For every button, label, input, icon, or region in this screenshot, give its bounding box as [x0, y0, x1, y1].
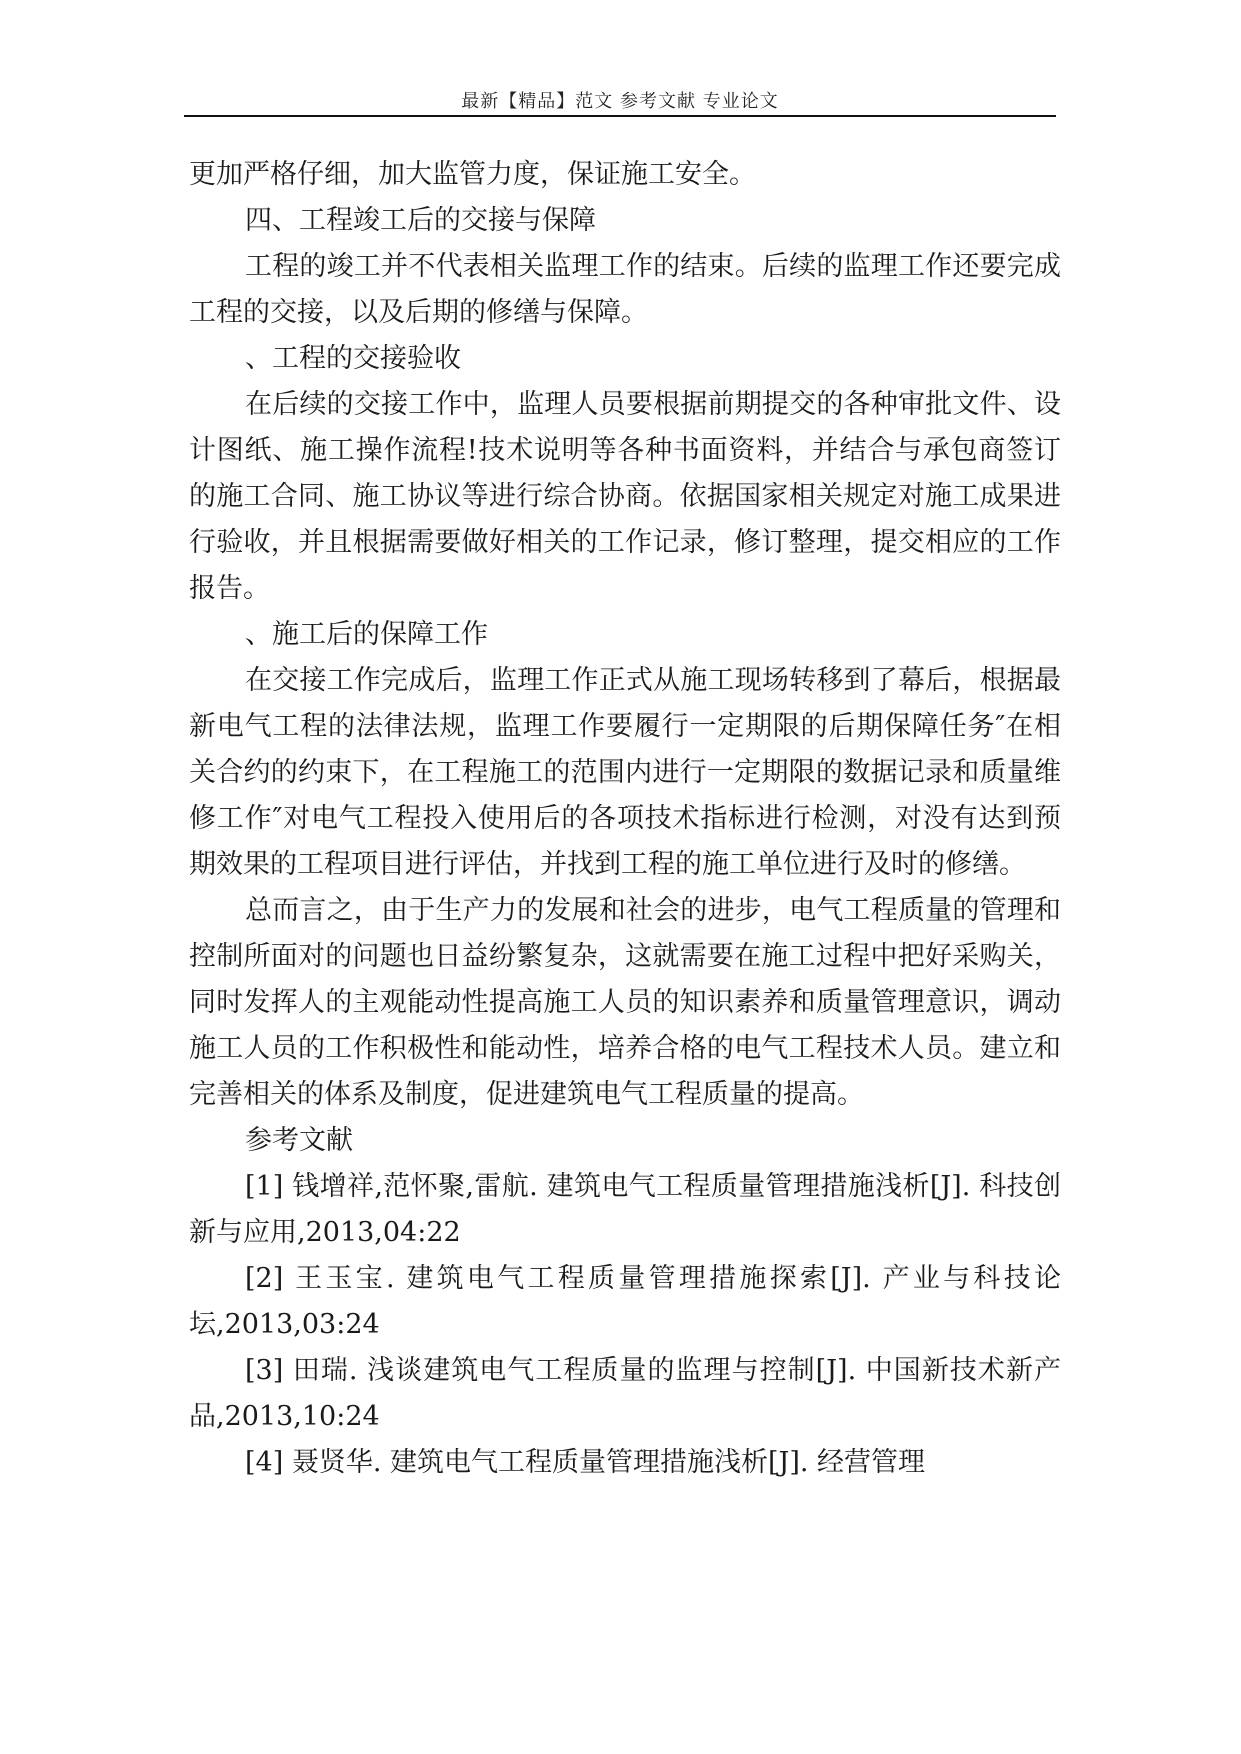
paragraph-acceptance: 在后续的交接工作中，监理人员要根据前期提交的各种审批文件、设计图纸、施工操作流程!技术说明等各种书面资料，并结合与承包商签订的施工合同、施工协议等进行综合协商。依据国家相关规定对施工成果进行验收，并且根据需要做好相关的工作记录，修订整理，提交相应的工作报告。 [189, 389, 1061, 604]
header-divider [184, 115, 1056, 117]
paragraph-handover-intro: 工程的竣工并不代表相关监理工作的结束。后续的监理工作还要完成工程的交接，以及后期的修缮与保障。 [189, 251, 1061, 328]
document-body [189, 152, 1061, 1486]
reference-item: [1] 钱增祥,范怀聚,雷航. 建筑电气工程质量管理措施浅析[J]. 科技创新与应用,2013,04:22 [189, 1171, 1061, 1248]
page-header: 最新【精品】范文 参考文献 专业论文 [461, 91, 779, 112]
subsection-heading-guarantee: 、施工后的保障工作 [245, 619, 488, 650]
paragraph-conclusion: 总而言之，由于生产力的发展和社会的进步，电气工程质量的管理和控制所面对的问题也日益纷繁复杂，这就需要在施工过程中把好采购关，同时发挥人的主观能动性提高施工人员的知识素养和质量管理意识，调动施工人员的工作积极性和能动性，培养合格的电气工程技术人员。建立和完善相关的体系及制度，促进建筑电气工程质量的提高。 [189, 895, 1061, 1110]
references-heading: 参考文献 [245, 1125, 353, 1156]
section-heading-handover: 四、工程竣工后的交接与保障 [245, 205, 596, 236]
subsection-heading-acceptance: 、工程的交接验收 [245, 343, 461, 374]
reference-item: [3] 田瑞. 浅谈建筑电气工程质量的监理与控制[J]. 中国新技术新产品,2013,10:24 [189, 1355, 1061, 1432]
paragraph-guarantee: 在交接工作完成后，监理工作正式从施工现场转移到了幕后，根据最新电气工程的法律法规，监理工作要履行一定期限的后期保障任务″在相关合约的约束下，在工程施工的范围内进行一定期限的数据记录和质量维修工作″对电气工程投入使用后的各项技术指标进行检测，对没有达到预期效果的工程项目进行评估，并找到工程的施工单位进行及时的修缮。 [189, 665, 1061, 880]
paragraph-continuation: 更加严格仔细，加大监管力度，保证施工安全。 [189, 159, 756, 190]
reference-item: [2] 王玉宝. 建筑电气工程质量管理措施探索[J]. 产业与科技论坛,2013,03:24 [189, 1263, 1061, 1340]
reference-item: [4] 聂贤华. 建筑电气工程质量管理措施浅析[J]. 经营管理 [245, 1447, 926, 1478]
